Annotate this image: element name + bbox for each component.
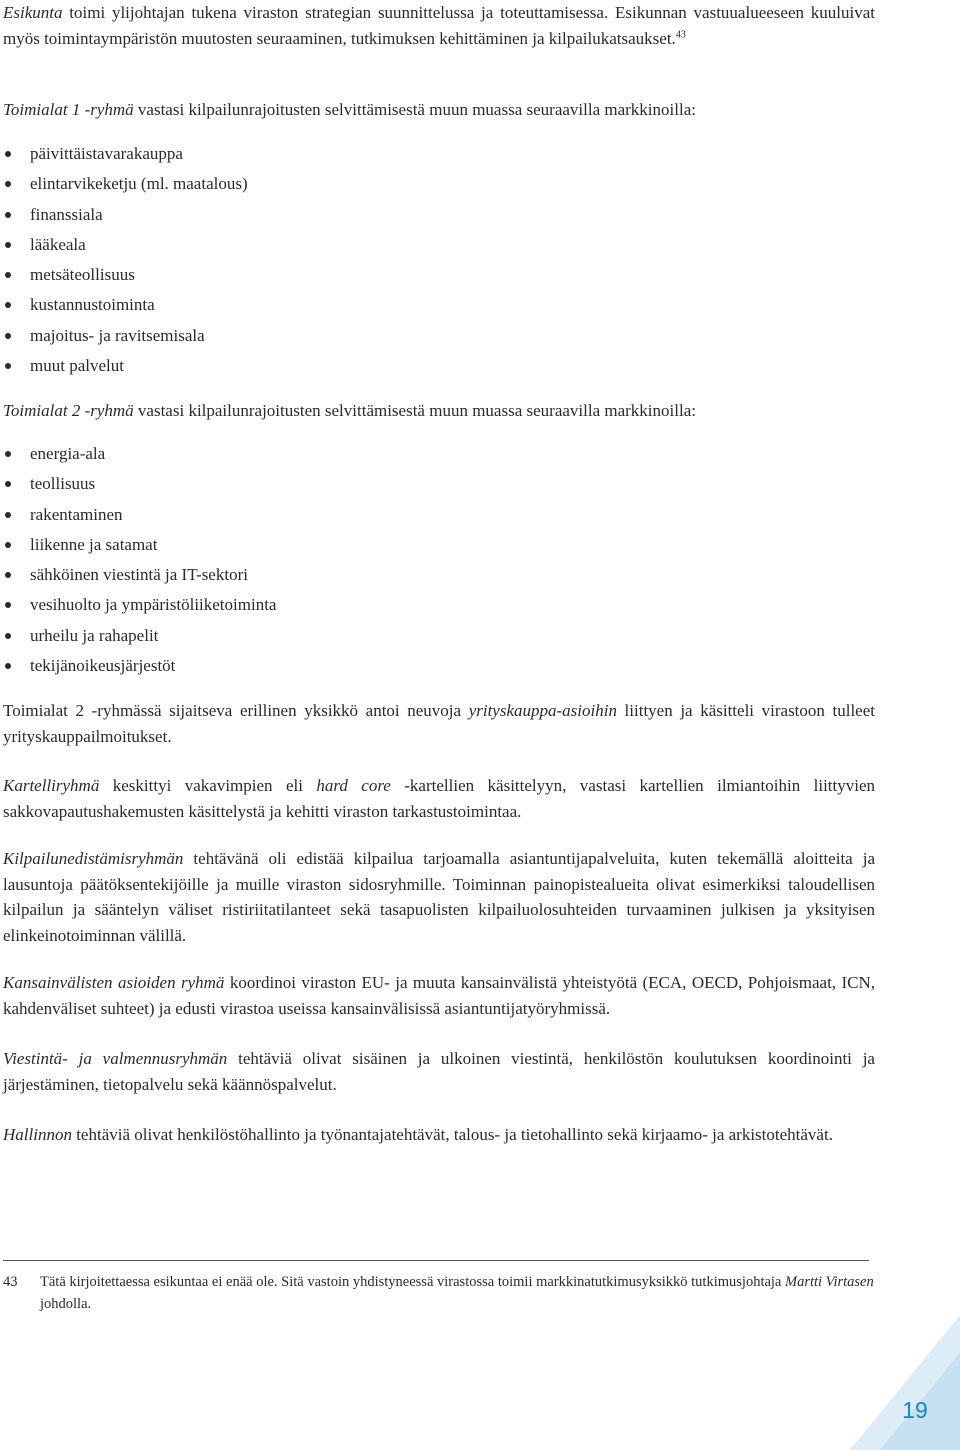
list-item: päivittäistavarakauppa (3, 139, 703, 169)
text-hallinto: tehtäviä olivat henkilöstöhallinto ja työnantajatehtävät, talous- ja tietohallinto sekä kirjaamo- ja arkistotehtävät. (71, 1125, 833, 1144)
list-item: energia-ala (3, 439, 703, 469)
market-list-group-1 (3, 139, 703, 381)
footnote-number: 43 (3, 1274, 18, 1290)
page-number: 19 (902, 1397, 928, 1423)
footnote-text: Tätä kirjoitettaessa esikuntaa ei enää ole. Sitä vastoin yhdistyneessä virastossa toimii markkinatutkimusyksikkö tutkimusjohtaja Martti Virtasen johdolla. (40, 1274, 874, 1312)
text-kansainvaliset: koordinoi viraston EU- ja muuta kansainvälistä yhteistyötä (ECA, OECD, Pohjoismaat, ICN, kahdenväliset suhteet) ja edusti virastoa useissa kansainvälisissä asiantuntijatyöryhmissä. (3, 973, 875, 1018)
text-yrityskauppa-after: liittyen ja käsitteli virastoon tulleet yrityskauppailmoitukset. (3, 701, 875, 746)
paragraph-viestinta (3, 1046, 875, 1097)
footnote-name: Martti Virtasen (785, 1274, 874, 1290)
page-corner-decoration (850, 1315, 960, 1450)
list-item: majoitus- ja ravitsemisala (3, 321, 703, 351)
list-item: vesihuolto ja ympäristöliiketoiminta (3, 590, 703, 620)
text-viestinta: tehtäviä olivat sisäinen ja ulkoinen viestintä, henkilöstön koulutuksen koordinointi ja järjestäminen, tietopalvelu sekä käännöspalvelut. (3, 1049, 875, 1094)
list-item: teollisuus (3, 469, 703, 499)
list-item: finanssiala (3, 200, 703, 230)
term-yrityskauppa: yrityskauppa-asioihin (468, 701, 617, 720)
text-toimialat-2: vastasi kilpailunrajoitusten selvittämisestä muun muassa seuraavilla markkinoilla: (133, 401, 696, 420)
term-kansainvaliset: Kansainvälisten asioiden ryhmä (3, 973, 225, 992)
text-esikunta: toimi ylijohtajan tukena viraston strategian suunnittelussa ja toteuttamisessa. Esikunnan vastuualueeseen kuuluivat myös toimintaympäristön muutosten seuraaminen, tutkimuksen kehittäminen ja kilpailukatsaukset. (3, 3, 875, 48)
market-list-group-2 (3, 439, 703, 681)
term-toimialat-1: Toimialat 1 -ryhmä (3, 100, 134, 119)
text-yrityskauppa-before: Toimialat 2 -ryhmässä sijaitseva erillinen yksikkö antoi neuvoja (3, 701, 469, 720)
term-esikunta: Esikunta (3, 3, 63, 22)
term-kilpailunedistamisryhma: Kilpailunedistämisryhmän (3, 849, 184, 868)
list-item: urheilu ja rahapelit (3, 621, 703, 651)
paragraph-esikunta (3, 0, 875, 51)
term-viestinta: Viestintä- ja valmennusryhmän (3, 1049, 228, 1068)
term-hallinto: Hallinnon (3, 1125, 72, 1144)
text-kartelli-before: keskittyi vakavimpien eli (99, 776, 317, 795)
list-item: lääkeala (3, 230, 703, 260)
paragraph-yrityskauppa (3, 698, 875, 749)
list-item: sähköinen viestintä ja IT-sektori (3, 560, 703, 590)
text-toimialat-1: vastasi kilpailunrajoitusten selvittämisestä muun muassa seuraavilla markkinoilla: (133, 100, 696, 119)
term-toimialat-2: Toimialat 2 -ryhmä (3, 401, 134, 420)
paragraph-kartelliryhma (3, 773, 875, 824)
text-kilpailunedistamisryhma: tehtävänä oli edistää kilpailua tarjoamalla asiantuntijapalveluita, kuten tekemällä aloitteita ja lausuntoja päätöksentekijöille ja muille viraston sidosryhmille. Toiminnan painopistealueita olivat esimerkiksi taloudellisen kilpailun ja sääntelyn väliset ristiriitatilanteet sekä tasapuolisten kilpailuolosuhteiden turvaaminen julkisen ja yksityisen elinkeinotoiminnan välillä. (3, 849, 875, 945)
footnote-divider (3, 1260, 869, 1261)
footnote-ref[interactable]: 43 (675, 28, 686, 40)
paragraph-toimialat-1 (3, 97, 696, 123)
list-item: rakentaminen (3, 500, 703, 530)
list-item: elintarvikeketju (ml. maatalous) (3, 169, 703, 199)
paragraph-kansainvaliset (3, 970, 875, 1021)
list-item: muut palvelut (3, 351, 703, 381)
list-item: kustannustoiminta (3, 290, 703, 320)
list-item: metsäteollisuus (3, 260, 703, 290)
list-item: liikenne ja satamat (3, 530, 703, 560)
paragraph-kilpailunedistamisryhma (3, 846, 875, 948)
paragraph-hallinto (3, 1122, 833, 1148)
paragraph-toimialat-2 (3, 398, 696, 424)
term-kartelliryhma: Kartelliryhmä (3, 776, 100, 795)
term-hard-core: hard core (316, 776, 391, 795)
text-kartelli-after: -kartellien käsittelyyn, vastasi kartellien ilmiantoihin liittyvien sakkovapautushakemusten käsittelystä ja kehitti viraston tarkastustoimintaa. (3, 776, 876, 821)
list-item: tekijänoikeusjärjestöt (3, 651, 703, 681)
